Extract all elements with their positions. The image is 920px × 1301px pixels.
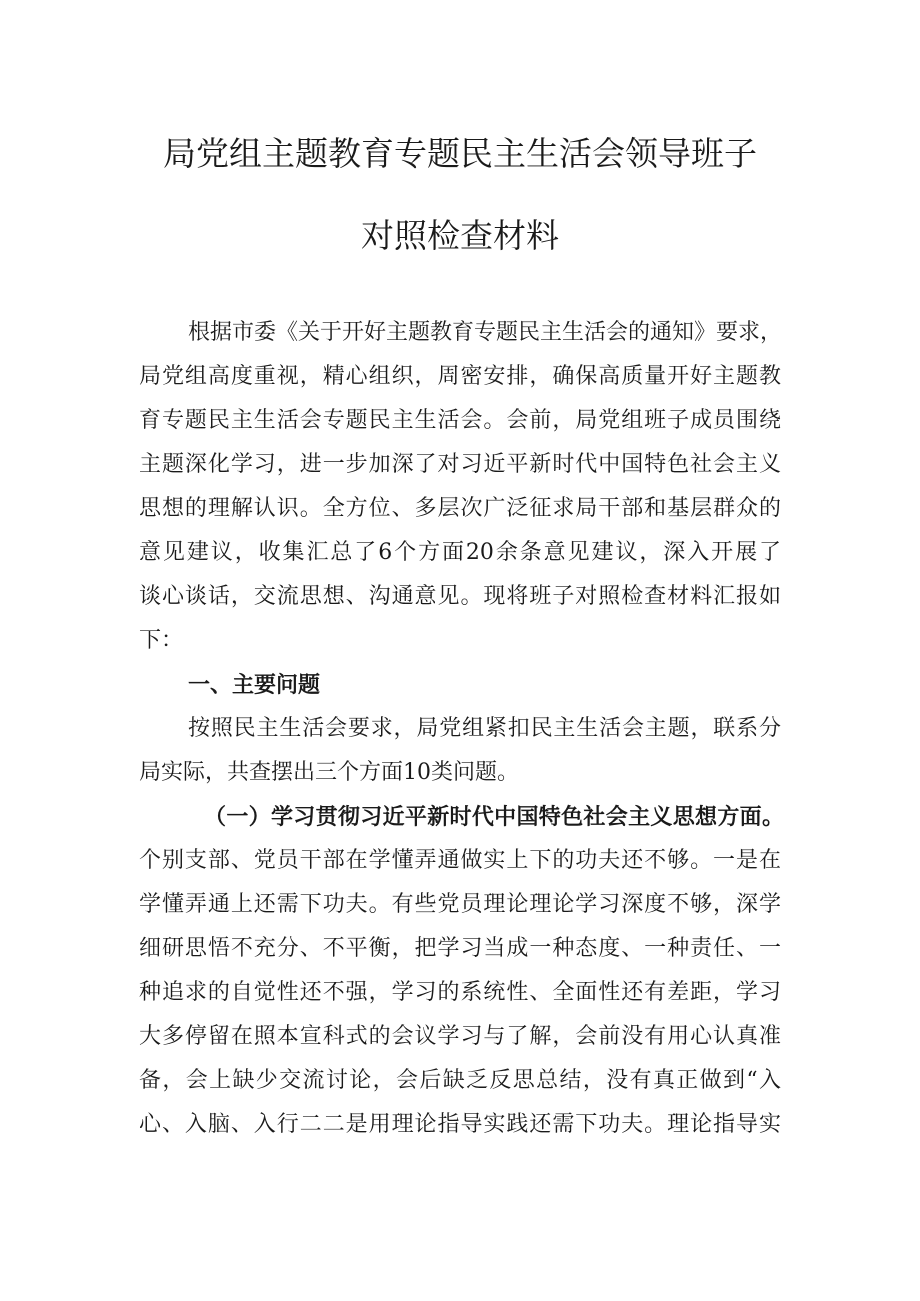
intro-paragraph-line: 主题深化学习，进一步加深了对习近平新时代中国特色社会主义 <box>139 452 781 477</box>
section-paragraph-line: 局实际，共查摆出三个方面10类问题。 <box>139 760 519 785</box>
subsection-paragraph-line: 心、入脑、入行二二是用理论指导实践还需下功夫。理论指导实 <box>139 1112 781 1137</box>
section-paragraph-line: 按照民主生活会要求，局党组紧扣民主生活会主题，联系分 <box>188 716 781 741</box>
intro-paragraph-line: 谈心谈话，交流思想、沟通意见。现将班子对照检查材料汇报如 <box>139 584 781 609</box>
intro-paragraph-line: 育专题民主生活会专题民主生活会。会前，局党组班子成员围绕 <box>139 408 781 433</box>
subsection-heading: （一）学习贯彻习近平新时代中国特色社会主义思想方面。 <box>204 804 784 830</box>
intro-paragraph-line: 局党组高度重视，精心组织，周密安排，确保高质量开好主题教 <box>139 364 781 389</box>
subsection-paragraph-line: 学懂弄通上还需下功夫。有些党员理论理论学习深度不够，深学 <box>139 892 781 917</box>
intro-paragraph-line: 意见建议，收集汇总了6个方面20余条意见建议，深入开展了 <box>139 540 781 565</box>
document-title-line-2: 对照检查材料 <box>361 216 559 255</box>
document-title-line-1: 局党组主题教育专题民主生活会领导班子 <box>163 134 757 173</box>
subsection-paragraph-line: 备，会上缺少交流讨论，会后缺乏反思总结，没有真正做到“入 <box>139 1068 781 1093</box>
intro-paragraph-line: 根据市委《关于开好主题教育专题民主生活会的通知》要求， <box>188 320 783 345</box>
intro-paragraph-line: 思想的理解认识。全方位、多层次广泛征求局干部和基层群众的 <box>139 496 781 521</box>
section-heading: 一、主要问题 <box>188 672 321 698</box>
intro-paragraph-line: 下： <box>139 628 184 653</box>
subsection-paragraph-line: 细研思悟不充分、不平衡，把学习当成一种态度、一种责任、一 <box>139 936 781 961</box>
subsection-paragraph-line: 种追求的自觉性还不强，学习的系统性、全面性还有差距，学习 <box>139 980 781 1005</box>
subsection-paragraph-line: 大多停留在照本宣科式的会议学习与了解，会前没有用心认真准 <box>139 1024 781 1049</box>
subsection-paragraph-line: 个别支部、党员干部在学懂弄通做实上下的功夫还不够。一是在 <box>139 848 781 873</box>
